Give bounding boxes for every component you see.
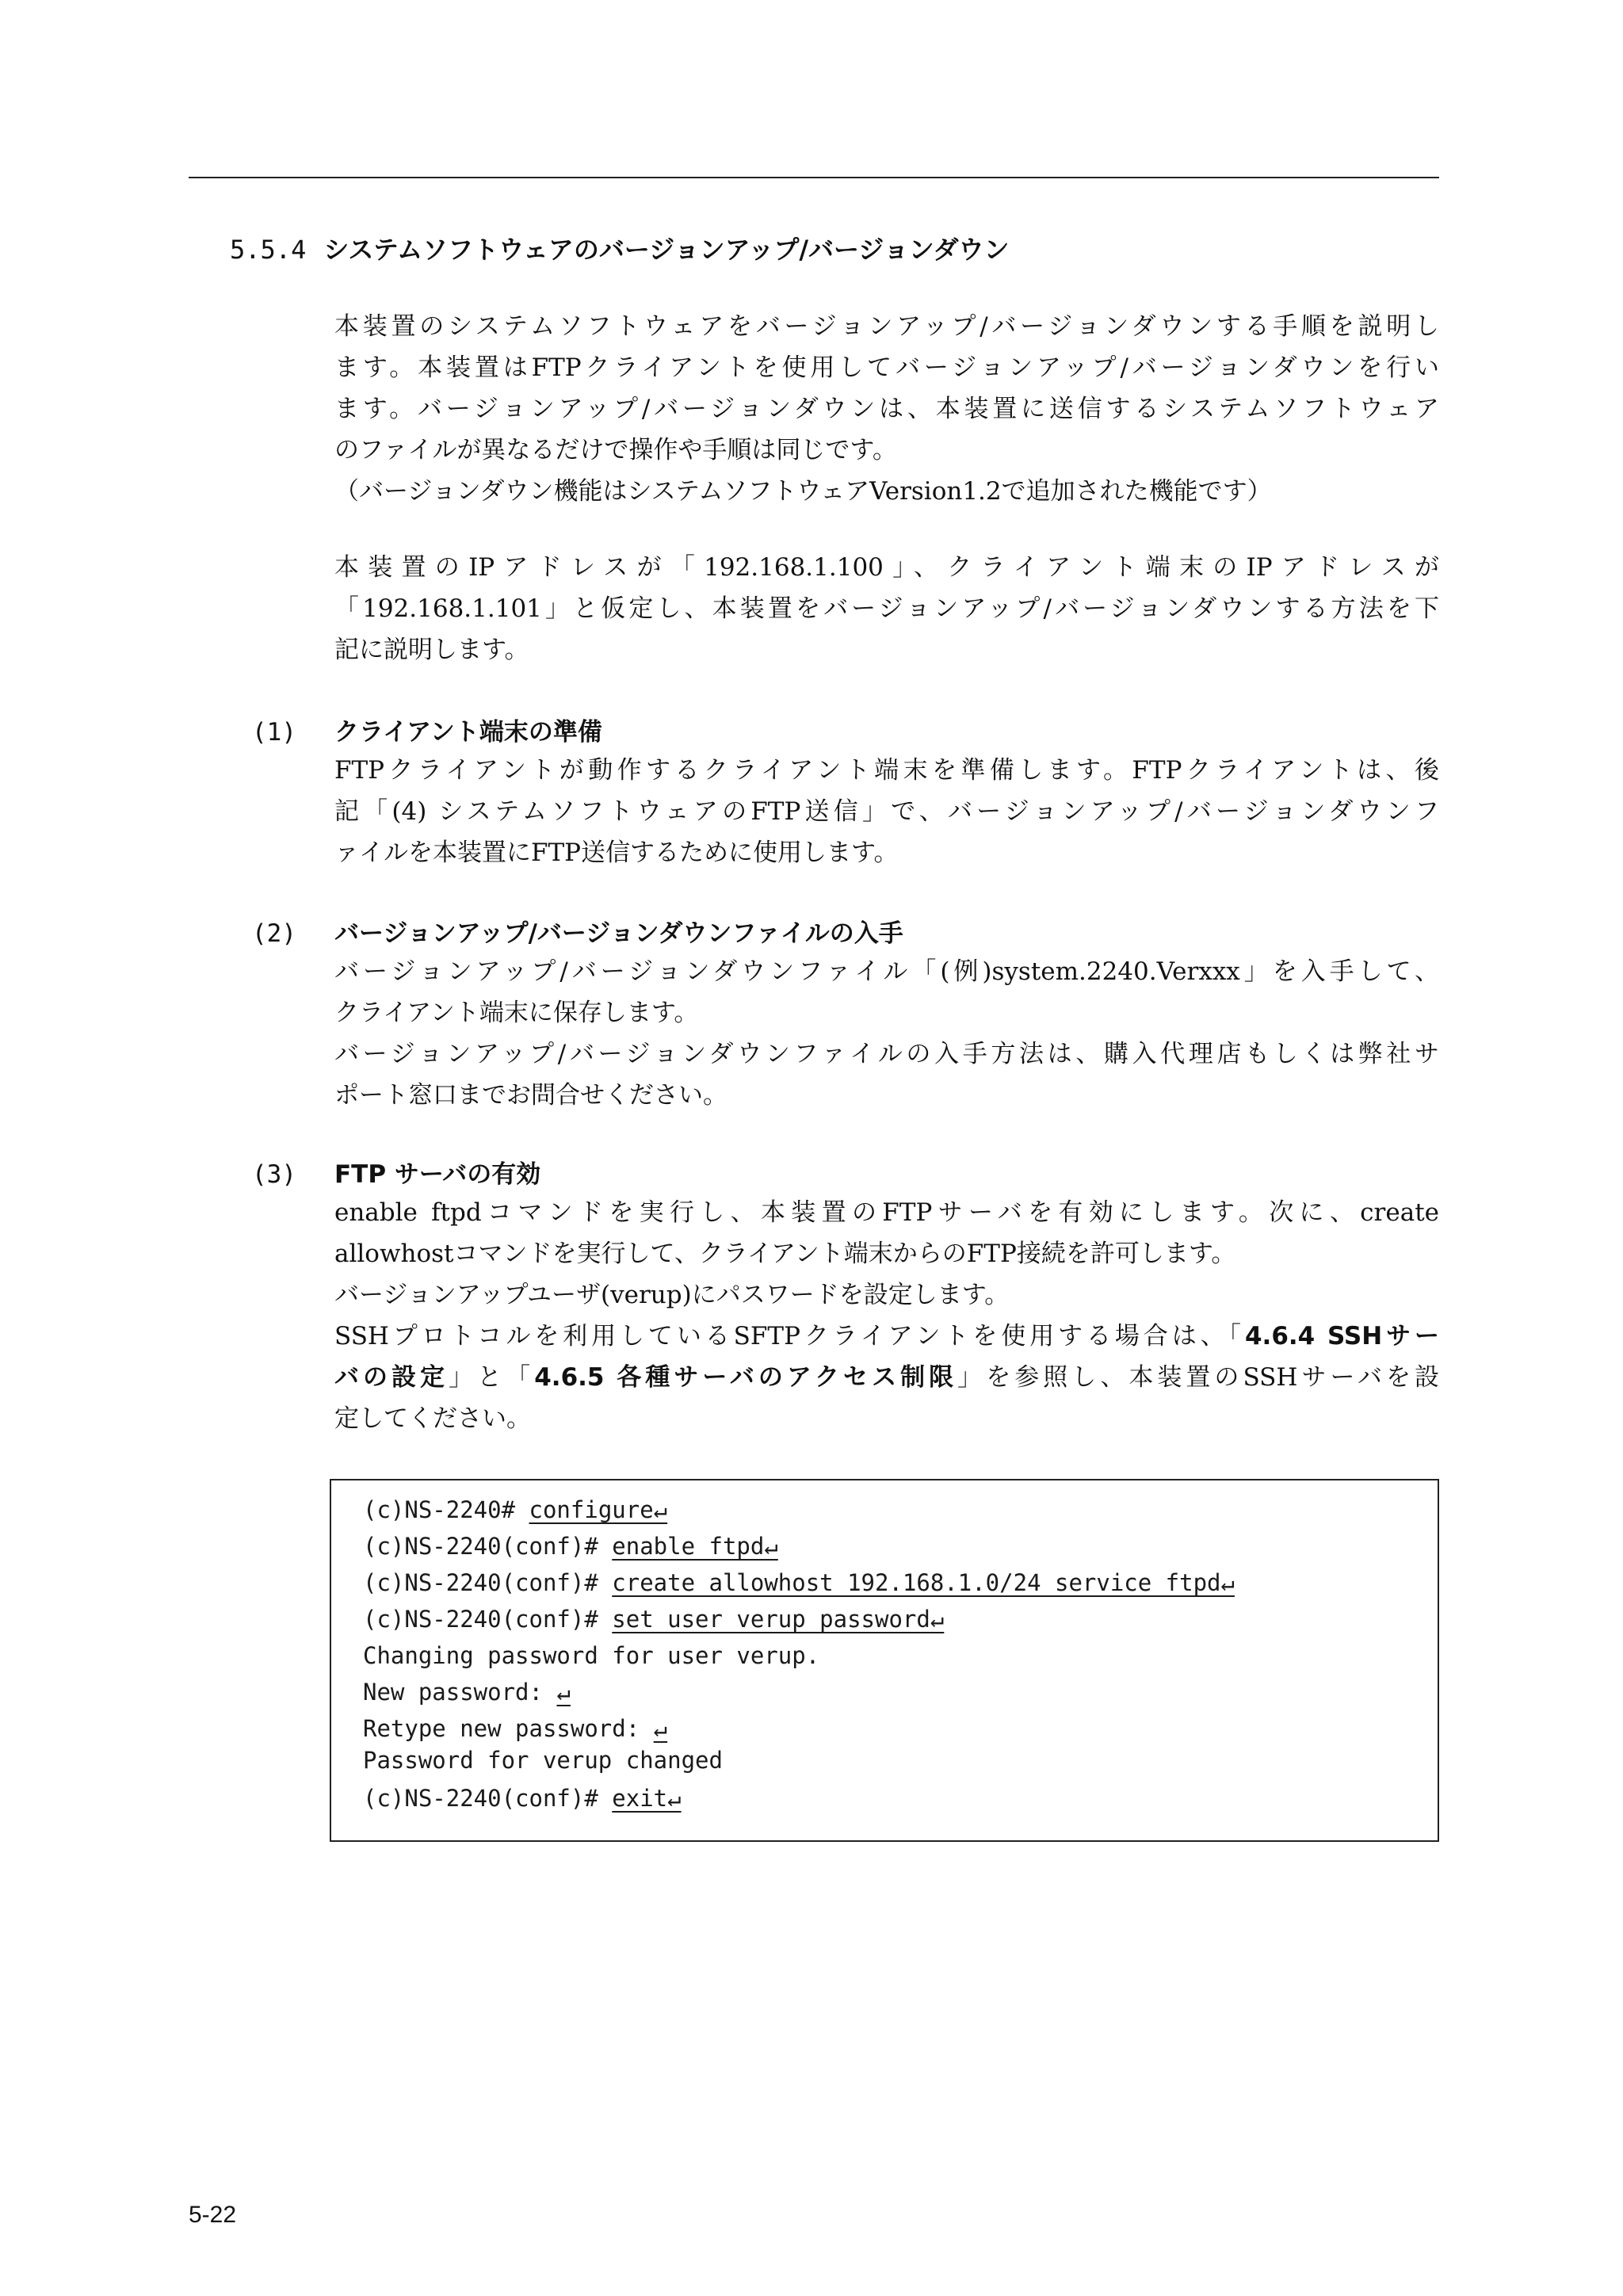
terminal-line: (c)NS-2240(conf)# exit↵	[363, 1785, 702, 1812]
intro-line: 本装置のシステムソフトウェアをバージョンアップ/バージョンダウンする手順を説明し	[334, 312, 1439, 341]
terminal-line: (c)NS-2240(conf)# create allowhost 192.168.1.0/24 service ftpd↵	[363, 1569, 1255, 1596]
step-3-body	[334, 1192, 1439, 1439]
header-rule	[189, 177, 1439, 178]
reference-ssh-link-cont[interactable]: バの設定	[334, 1363, 449, 1392]
step-title: FTP サーバの有効	[334, 1160, 541, 1189]
assumption-line: 「192.168.1.101」と仮定し、本装置をバージョンアップ/バージョンダウンする方法を下	[334, 594, 1439, 623]
intro-line: ます。本装置はFTPクライアントを使用してバージョンアップ/バージョンダウンを行い	[334, 353, 1439, 382]
step-1-body	[334, 750, 1439, 873]
terminal-enter-key: ↵	[653, 1715, 668, 1742]
terminal-line: Retype new password: ↵	[363, 1715, 688, 1742]
step-number: (1)	[252, 718, 296, 747]
step-line: バージョンアップユーザ(verup)にパスワードを設定します。	[334, 1281, 1010, 1309]
step-line: 記「(4) システムソフトウェアのFTP送信」で、バージョンアップ/バージョンダウンフ	[334, 797, 1439, 826]
terminal-command: set user verup password↵	[612, 1606, 945, 1633]
assumption-line: 本装置のIPアドレスが「192.168.1.100」、クライアント端末のIPアドレスが	[334, 553, 1439, 582]
section-title: システムソフトウェアのバージョンアップ/バージョンダウン	[323, 235, 1010, 265]
step-number: (2)	[252, 919, 296, 948]
step-line: 定してください。	[334, 1404, 531, 1433]
step-line: バージョンアップ/バージョンダウンファイル「(例)system.2240.Verxxx」を入手して、	[334, 957, 1439, 986]
step-line: バージョンアップ/バージョンダウンファイルの入手方法は、購入代理店もしくは弊社サ	[334, 1040, 1439, 1068]
intro-line: ます。バージョンアップ/バージョンダウンは、本装置に送信するシステムソフトウェア	[334, 395, 1439, 423]
step-line: FTPクライアントが動作するクライアント端末を準備します。FTPクライアントは、後	[334, 756, 1439, 785]
terminal-output: Password for verup changed	[363, 1747, 723, 1774]
terminal-line: (c)NS-2240(conf)# enable ftpd↵	[363, 1533, 799, 1560]
terminal-line: New password: ↵	[363, 1679, 591, 1706]
terminal-example-box	[330, 1479, 1439, 1842]
section-heading	[230, 230, 1009, 266]
step-2-heading	[252, 913, 903, 949]
terminal-command: create allowhost 192.168.1.0/24 service ftpd↵	[612, 1569, 1235, 1596]
intro-note: （バージョンダウン機能はシステムソフトウェアVersion1.2で追加された機能です）	[334, 477, 1272, 506]
step-2-body	[334, 951, 1439, 1116]
intro-line: のファイルが異なるだけで操作や手順は同じです。	[334, 436, 897, 464]
step-line: クライアント端末に保存します。	[334, 999, 699, 1027]
step-1-heading	[252, 712, 602, 747]
step-line-reference: バの設定」と「4.6.5 各種サーバのアクセス制限」を参照し、本装置のSSHサーバを設	[334, 1363, 1440, 1392]
step-3-heading	[252, 1154, 540, 1190]
step-number: (3)	[252, 1160, 296, 1189]
step-line: ァイルを本装置にFTP送信するために使用します。	[334, 839, 899, 867]
assumption-paragraph	[334, 547, 1439, 670]
step-title: クライアント端末の準備	[334, 718, 602, 747]
terminal-command: exit↵	[612, 1785, 682, 1812]
reference-access-control-link[interactable]: 4.6.5 各種サーバのアクセス制限	[534, 1363, 958, 1392]
step-line: allowhostコマンドを実行して、クライアント端末からのFTP接続を許可します。	[334, 1240, 1236, 1268]
terminal-line: (c)NS-2240# configure↵	[363, 1496, 688, 1523]
terminal-output: Changing password for user verup.	[363, 1642, 820, 1669]
terminal-command: configure↵	[529, 1496, 668, 1523]
step-title: バージョンアップ/バージョンダウンファイルの入手	[334, 919, 903, 948]
assumption-line: 記に説明します。	[334, 636, 529, 664]
step-line: ポート窓口までお問合せください。	[334, 1081, 727, 1110]
terminal-command: enable ftpd↵	[612, 1533, 778, 1560]
reference-ssh-link[interactable]: 4.6.4 SSHサー	[1244, 1322, 1440, 1350]
step-line: enable ftpdコマンドを実行し、本装置のFTPサーバを有効にします。次に、create	[334, 1198, 1439, 1227]
page-number: 5-22	[189, 2202, 237, 2228]
terminal-enter-key: ↵	[556, 1679, 571, 1706]
intro-paragraph	[334, 306, 1439, 512]
step-line-reference: SSHプロトコルを利用しているSFTPクライアントを使用する場合は、「4.6.4 SSHサー	[334, 1322, 1440, 1350]
section-number: 5.5.4	[230, 235, 307, 265]
terminal-line: (c)NS-2240(conf)# set user verup password↵	[363, 1606, 964, 1633]
